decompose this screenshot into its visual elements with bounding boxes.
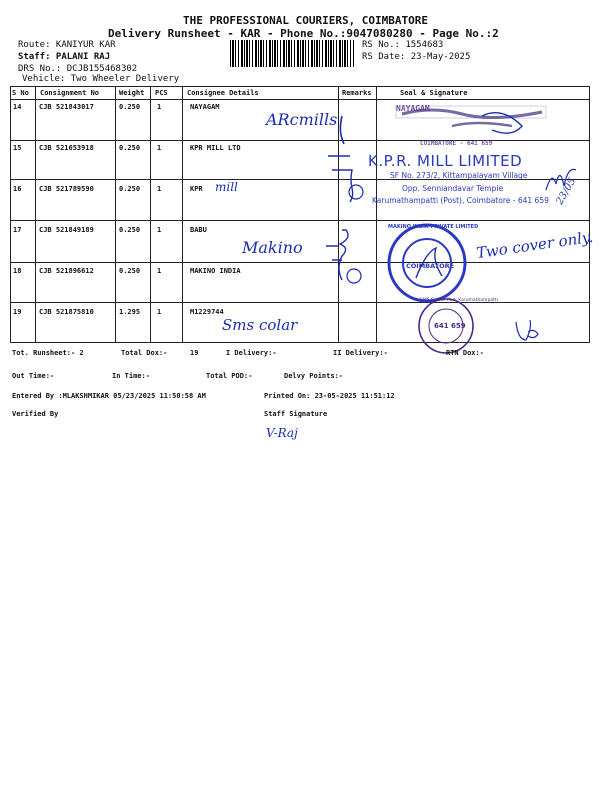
handwritten-remark-row16: mill [215,180,238,194]
row-consignment: CJB 521896612 [39,267,94,275]
row-pcs: 1 [157,267,162,275]
table-bottom-rule [10,342,590,343]
total-runsheet: Tot. Runsheet:- 2 [12,349,84,357]
printed-on: Printed On: 23-05-2025 11:51:12 [264,392,395,400]
kpr-signature [540,160,580,200]
stamp-text: COIMBATORE - 641 659 [420,140,493,147]
row-weight: 0.250 [119,267,141,275]
rs-number: RS No.: 1554683 [362,40,444,50]
total-pod: Total POD:- [206,372,253,380]
row-consignment: CJB 521843017 [39,103,94,111]
row-sno: 14 [13,103,22,111]
row-consignment: CJB 521875810 [39,308,94,316]
handwritten-remark-row17: Makino [242,238,303,257]
row-sno: 16 [13,185,22,193]
col-divider [589,86,590,342]
col-remarks: Remarks [342,89,372,97]
col-pcs: PCS [155,89,168,97]
col-divider [35,86,36,342]
col-divider [150,86,151,342]
staff-signature-label: Staff Signature [264,410,328,418]
col-divider [10,86,11,342]
rtn-dox: RTN Dox:- [446,349,484,357]
col-divider [376,86,377,342]
row-consignment: CJB 521653918 [39,144,94,152]
verified-by: Verified By [12,410,59,418]
handwritten-remark-row19: Sms colar [222,316,298,334]
row-sno: 17 [13,226,22,234]
row-pcs: 1 [157,226,162,234]
handwritten-signature-date: 23/05 [554,176,579,207]
row-consignee: KPR MILL LTD [190,144,241,152]
route-label: Route: KANIYUR KAR [18,40,116,50]
col-seal: Seal & Signature [400,89,468,97]
company-title: THE PROFESSIONAL COURIERS, COIMBATORE [183,14,429,27]
row-sno: 18 [13,267,22,275]
kpr-stamp-line: Opp. Senniandavar Temple [402,184,504,193]
delivery-points: Delvy Points:- [284,372,344,380]
barcode [230,40,354,67]
col-sno: S No [12,89,29,97]
row-consignee: NAYAGAM [190,103,220,111]
staff-signature-handwritten: V-Raj [266,426,298,440]
col-divider [115,86,116,342]
stamp-text: NAYAGAM [396,104,430,113]
sms-signature [512,316,542,346]
ii-delivery: II Delivery:- [333,349,388,357]
row-consignee: BABU [190,226,207,234]
staff-label: Staff: PALANI RAJ [18,52,111,62]
row-sno: 19 [13,308,22,316]
kpr-stamp-line: SF No. 273/2, Kittampalayam Village [390,171,528,180]
makino-stamp-ring: MAKINO INDIA PRIVATE LIMITED [388,224,479,230]
row-pcs: 1 [157,185,162,193]
kpr-stamp-line: Karumathampatti (Post), Coimbatore - 641 659 [372,196,549,205]
vehicle-label: Vehicle: Two Wheeler Delivery [22,74,180,84]
handwritten-two-cover-note: Two cover only. [475,227,595,263]
makino-stamp-city: COIMBATORE [406,262,455,270]
out-time: Out Time:- [12,372,55,380]
col-consignee: Consignee Details [187,89,259,97]
total-dox-label: Total Dox:- [121,349,168,357]
handwritten-remark-row14: ARcmills [266,110,338,129]
in-time: In Time:- [112,372,150,380]
row-consignee: MAKINO INDIA [190,267,241,275]
col-weight: Weight [119,89,145,97]
row-consignment: CJB 521789590 [39,185,94,193]
row-weight: 1.295 [119,308,141,316]
row-weight: 0.250 [119,144,141,152]
row-consignee: M1229744 [190,308,224,316]
col-divider [182,86,183,342]
entered-by: Entered By :MLAKSHMIKAR 05/23/2025 11:50:58 AM [12,392,206,400]
total-dox-value: 19 [190,349,199,357]
row-pcs: 1 [157,144,162,152]
row-pcs: 1 [157,308,162,316]
row-pcs: 1 [157,103,162,111]
row-weight: 0.250 [119,103,141,111]
table-top-rule [10,86,590,87]
i-delivery: I Delivery:- [226,349,277,357]
handwritten-brace-strokes [296,110,376,320]
sms-stamp-ring: SMS Colour Park Karumathampatti [420,298,498,303]
drs-label: DRS No.: DCJB155468302 [18,64,138,74]
sms-stamp-pin: 641 659 [434,322,466,330]
row-sno: 15 [13,144,22,152]
rs-date: RS Date: 23-May-2025 [362,52,471,62]
row-weight: 0.250 [119,185,141,193]
row-consignment: CJB 521849189 [39,226,94,234]
row-consignee: KPR [190,185,203,193]
kpr-stamp-title: K.P.R. MILL LIMITED [368,152,523,170]
runsheet-subtitle: Delivery Runsheet - KAR - Phone No.:9047080280 - Page No.:2 [108,27,499,40]
row-weight: 0.250 [119,226,141,234]
col-consignment: Consignment No [40,89,100,97]
